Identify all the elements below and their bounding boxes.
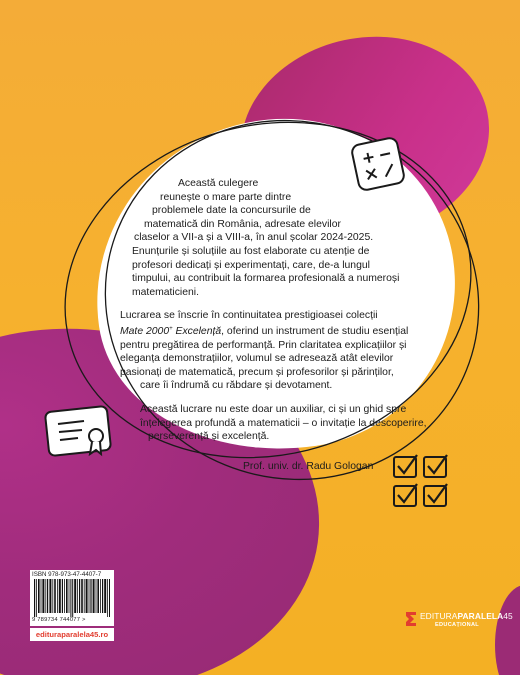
series-line: pentru pregătirea de performanță. Prin claritatea explicațiilor și [120,339,407,351]
publisher-logo-mark-icon [405,610,417,628]
intro-line: matematicieni. [132,286,199,298]
author-signature: Prof. univ. dr. Radu Gologan [243,461,374,472]
publisher-website[interactable]: edituraparalela45.ro [30,628,114,641]
publisher-subtitle: EDUCAȚIONAL [435,622,480,628]
series-name-suffix: Excelență [172,325,222,337]
intro-line: problemele date la concursurile de [152,205,311,217]
series-line: eleganța demonstrațiilor, volumul se adresează atât elevilor [120,353,394,365]
certificate-icon [44,404,116,464]
publisher-name [420,611,513,621]
closing-line: perseverență și excelență. [148,431,270,443]
publisher-name-bold: PARALELA [457,611,504,621]
closing-line: înțelegerea profundă a matematicii – o invitație la descoperire, [140,417,427,429]
intro-line: Această culegere [178,178,259,189]
intro-line: claselor a VII-a și a VIII-a, în anul școlar 2024-2025. [134,232,374,244]
intro-line: profesori dedicați și experimentați, care, de-a lungul [132,259,370,271]
publisher-name-light: EDITURA [420,611,458,621]
series-line [120,323,425,339]
series-line: pasionați de matematică, precum și profesorilor și părinților, [120,366,394,378]
series-superscript: + [169,325,173,332]
publisher-logo [405,608,513,632]
closing-paragraph [120,403,425,444]
series-paragraph [120,309,425,393]
intro-line: reunește o mare parte dintre [160,191,292,203]
cover-description [120,177,425,454]
series-name: Mate 2000 [120,325,170,337]
series-line-rest: , oferind un instrument de studiu esențial [221,325,409,337]
isbn-barcode-box [30,570,114,626]
series-line: care îi îndrumă cu răbdare și devotament. [140,380,333,392]
series-line: Lucrarea se înscrie în continuitatea prestigioasei colecții [120,310,378,322]
checklist-icon [390,452,452,514]
closing-line: Această lucrare nu este doar un auxiliar, ci și un ghid spre [140,403,407,415]
intro-line: timpului, au contribuit la formarea profesională a numeroși [132,273,400,285]
publisher-name-number: 45 [503,611,513,621]
intro-paragraph [120,177,425,299]
intro-line: matematică din România, adresate elevilor [144,218,341,230]
barcode-icon [34,579,110,617]
barcode-number: 9 789734 744077 > [32,617,86,623]
isbn-label: ISBN 978-973-47-4407-7 [32,571,102,578]
intro-line: Enunțurile și soluțiile au fost elaborate cu atenție de [132,245,370,257]
